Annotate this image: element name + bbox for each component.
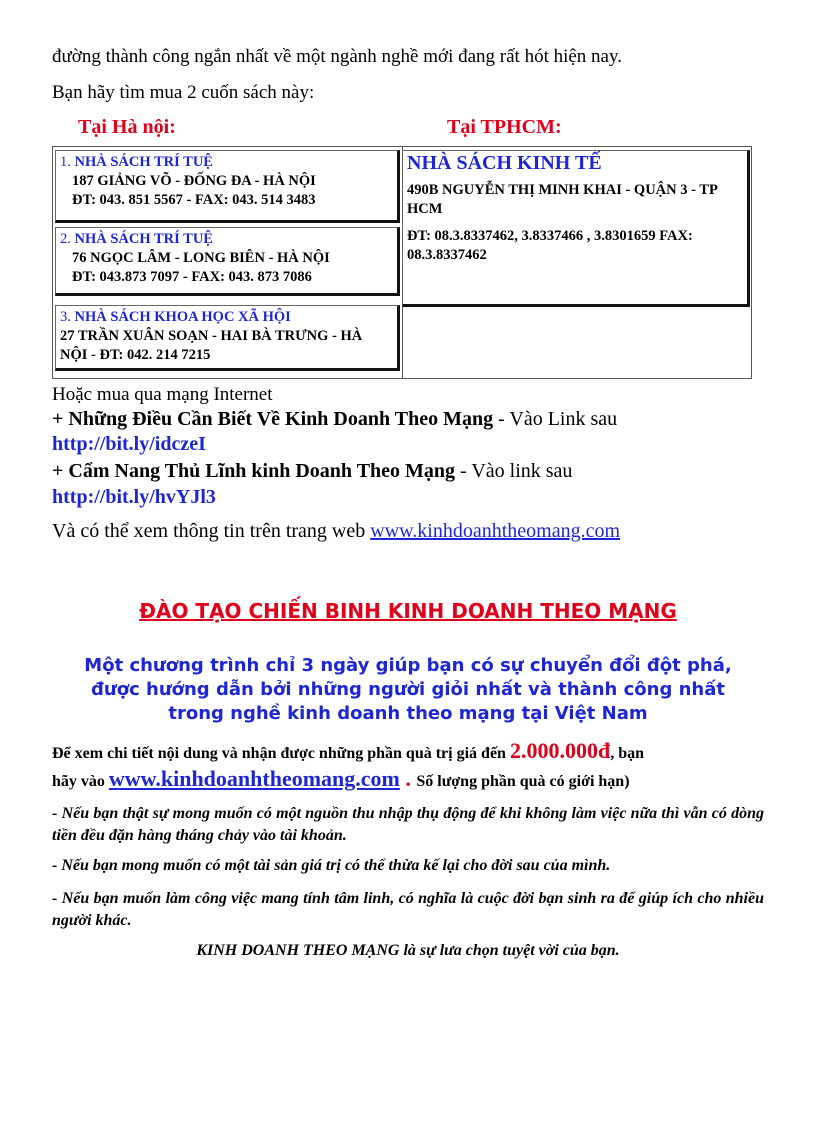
store-number: 1. [60, 154, 71, 170]
training-subheading [0, 654, 816, 726]
bullet-1: - Nếu bạn thật sự mong muốn có một nguồn thu nhập thụ động để khi không làm việc nữa thì vẫn có dòng tiền đều đặn hàng tháng chảy vào tài khoản. [52, 805, 764, 844]
store-phone: ĐT: 043. 851 5567 - FAX: 043. 514 3483 [72, 192, 316, 208]
city-hcm-heading: Tại TPHCM: [447, 116, 562, 138]
detail-suffix: , bạn [610, 745, 644, 762]
book2-title: + Cẩm Nang Thủ Lĩnh kinh Doanh Theo Mạng [52, 460, 456, 482]
store-address: 187 GIẢNG VÕ - ĐỐNG ĐA - HÀ NỘI [72, 173, 316, 189]
store-name: NHÀ SÁCH TRÍ TUỆ [74, 231, 213, 247]
store-box-hanoi-2 [55, 227, 400, 296]
book2-line [52, 460, 572, 483]
detail-line-2 [52, 766, 630, 792]
store-address: 490B NGUYỄN THỊ MINH KHAI - QUẬN 3 - TP HCM [407, 182, 718, 217]
closing-line: KINH DOANH THEO MẠNG là sự lưa chọn tuyệt vời của bạn. [196, 942, 620, 959]
detail-line-1 [52, 738, 644, 764]
website-line [52, 520, 620, 543]
training-sub-line-1: Một chương trình chỉ 3 ngày giúp bạn có sự chuyển đổi đột phá, [84, 655, 732, 676]
training-website-link[interactable]: www.kinhdoanhtheomang.com [108, 766, 400, 791]
store-name: NHÀ SÁCH TRÍ TUỆ [74, 154, 213, 170]
training-heading: ĐÀO TẠO CHIẾN BINH KINH DOANH THEO MẠNG [139, 599, 677, 623]
training-sub-line-3: trong nghề kinh doanh theo mạng tại Việt Nam [168, 703, 648, 724]
detail2-prefix: hãy vào [52, 773, 109, 790]
book2-link[interactable]: http://bit.ly/hvYJl3 [52, 486, 216, 508]
store-box-hanoi-3 [55, 305, 400, 371]
store-number: 2. [60, 231, 71, 247]
store-name: NHÀ SÁCH KHOA HỌC XÃ HỘI [74, 309, 291, 325]
bullet-2: - Nếu bạn mong muốn có một tài sản giá trị có thể thừa kế lại cho đời sau của mình. [52, 857, 611, 874]
detail-prefix: Để xem chi tiết nội dung và nhận được những phần quà trị giá đến [52, 745, 510, 762]
store-name: NHÀ SÁCH KINH TẾ [407, 152, 602, 174]
store-phone: ĐT: 08.3.8337462, 3.8337466 , 3.8301659 FAX: 08.3.8337462 [407, 228, 693, 263]
store-box-hanoi-1 [55, 150, 400, 223]
detail2-suffix: Số lượng phần quà có giới hạn) [416, 773, 630, 790]
city-hanoi-heading: Tại Hà nội: [78, 116, 176, 138]
book1-suffix: - Vào Link sau [493, 408, 618, 430]
store-phone: NỘI - ĐT: 042. 214 7215 [60, 347, 211, 363]
bullet-3: - Nếu bạn muốn làm công việc mang tính tâm linh, có nghĩa là cuộc đời bạn sinh ra để giúp ích cho nhiều người khác. [52, 890, 764, 929]
book1-title: + Những Điều Cần Biết Về Kinh Doanh Theo Mạng [52, 408, 494, 430]
book1-line [52, 408, 617, 431]
store-phone: ĐT: 043.873 7097 - FAX: 043. 873 7086 [72, 269, 312, 285]
store-box-hcm [402, 150, 750, 307]
book2-suffix: - Vào link sau [455, 460, 573, 482]
website-prefix: Và có thể xem thông tin trên trang web [52, 520, 371, 542]
online-intro: Hoặc mua qua mạng Internet [52, 384, 273, 405]
store-address: 27 TRẦN XUÂN SOẠN - HAI BÀ TRƯNG - HÀ [60, 328, 363, 344]
intro-line-1: đường thành công ngắn nhất về một ngành nghề mới đang rất hót hiện nay. [52, 46, 623, 67]
website-link[interactable]: www.kinhdoanhtheomang.com [370, 520, 621, 542]
gift-price: 2.000.000đ [509, 738, 611, 763]
store-number: 3. [60, 309, 71, 325]
store-address: 76 NGỌC LÂM - LONG BIÊN - HÀ NỘI [72, 250, 330, 266]
training-sub-line-2: được hướng dẫn bởi những người giỏi nhất và thành công nhất [91, 679, 725, 700]
intro-line-2: Bạn hãy tìm mua 2 cuốn sách này: [52, 82, 315, 103]
book1-link[interactable]: http://bit.ly/idczeI [52, 433, 206, 455]
detail2-dot: . [399, 766, 417, 791]
